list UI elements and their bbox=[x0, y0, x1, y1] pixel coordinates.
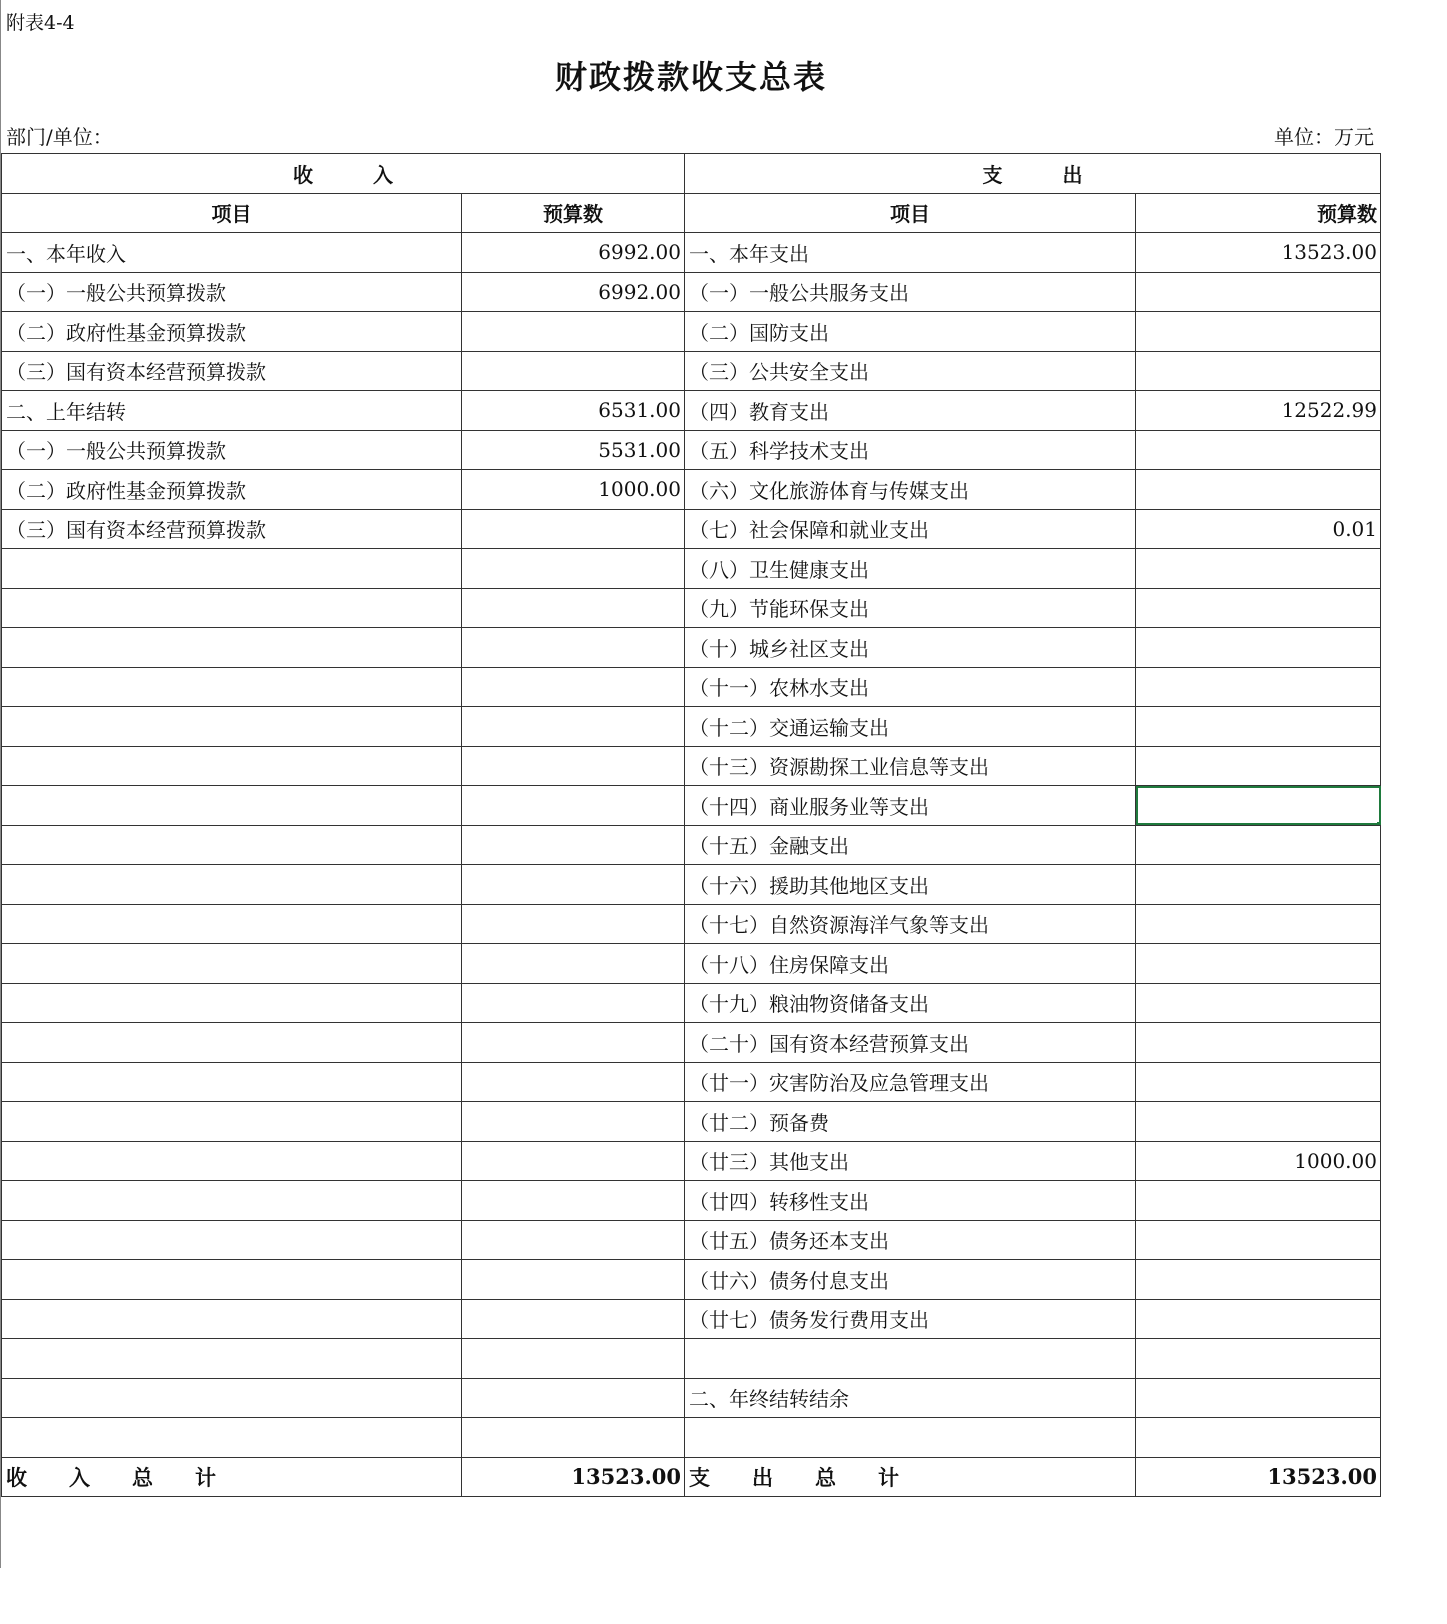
expense-item-cell[interactable]: （二）国防支出 bbox=[685, 312, 1136, 352]
expense-value-cell[interactable] bbox=[1136, 983, 1381, 1023]
section-header-row bbox=[2, 154, 1381, 194]
expense-value-cell[interactable]: 13523.00 bbox=[1136, 233, 1381, 273]
expense-item-cell[interactable]: （十）城乡社区支出 bbox=[685, 628, 1136, 668]
expense-item-cell[interactable]: （一）一般公共服务支出 bbox=[685, 272, 1136, 312]
income-item-cell[interactable]: （一）一般公共预算拨款 bbox=[2, 272, 462, 312]
income-value-cell[interactable]: 6531.00 bbox=[462, 391, 685, 431]
fill-handle[interactable] bbox=[1377, 822, 1381, 826]
totals-row bbox=[2, 1457, 1381, 1497]
expense-value-cell[interactable] bbox=[1136, 1181, 1381, 1221]
income-item-cell[interactable] bbox=[2, 1418, 462, 1458]
income-value-cell[interactable] bbox=[462, 825, 685, 865]
income-value-cell[interactable] bbox=[462, 351, 685, 391]
income-item-cell[interactable] bbox=[2, 944, 462, 984]
income-item-cell[interactable] bbox=[2, 1339, 462, 1379]
expense-item-cell[interactable]: （十七）自然资源海洋气象等支出 bbox=[685, 904, 1136, 944]
expense-value-cell[interactable] bbox=[1136, 1062, 1381, 1102]
table-row bbox=[2, 1023, 1381, 1063]
expense-item-cell[interactable]: （十四）商业服务业等支出 bbox=[685, 786, 1136, 826]
income-item-cell[interactable] bbox=[2, 1220, 462, 1260]
income-item-cell[interactable] bbox=[2, 1023, 462, 1063]
expense-item-cell[interactable]: （六）文化旅游体育与传媒支出 bbox=[685, 470, 1136, 510]
income-value-cell[interactable] bbox=[462, 983, 685, 1023]
expense-value-cell[interactable] bbox=[1136, 430, 1381, 470]
table-row bbox=[2, 470, 1381, 510]
expense-value-cell[interactable] bbox=[1136, 351, 1381, 391]
income-value-cell[interactable] bbox=[462, 1378, 685, 1418]
income-value-cell[interactable] bbox=[462, 1418, 685, 1458]
expense-value-cell[interactable] bbox=[1136, 1023, 1381, 1063]
income-item-cell[interactable] bbox=[2, 746, 462, 786]
income-item-cell[interactable]: （二）政府性基金预算拨款 bbox=[2, 312, 462, 352]
budget-table bbox=[1, 153, 1381, 1497]
page-title: 财政拨款收支总表 bbox=[554, 58, 827, 96]
income-value-cell[interactable] bbox=[462, 312, 685, 352]
expense-value-cell[interactable]: 1000.00 bbox=[1136, 1141, 1381, 1181]
income-value-cell[interactable]: 6992.00 bbox=[462, 233, 685, 273]
expense-total-value[interactable]: 13523.00 bbox=[1136, 1457, 1381, 1497]
income-item-cell[interactable] bbox=[2, 1062, 462, 1102]
income-value-cell[interactable] bbox=[462, 1102, 685, 1142]
expense-item-cell[interactable]: （廿五）债务还本支出 bbox=[685, 1220, 1136, 1260]
income-value-cell[interactable] bbox=[462, 944, 685, 984]
income-total-value[interactable]: 13523.00 bbox=[462, 1457, 685, 1497]
table-row bbox=[2, 351, 1381, 391]
expense-value-cell[interactable] bbox=[1136, 312, 1381, 352]
income-item-cell[interactable]: （二）政府性基金预算拨款 bbox=[2, 470, 462, 510]
table-row bbox=[2, 1181, 1381, 1221]
income-value-cell[interactable] bbox=[462, 549, 685, 589]
table-row bbox=[2, 1260, 1381, 1300]
expense-value-cell[interactable] bbox=[1136, 667, 1381, 707]
table-row bbox=[2, 509, 1381, 549]
income-value-cell[interactable] bbox=[462, 1220, 685, 1260]
expense-value-cell[interactable] bbox=[1136, 1260, 1381, 1300]
income-item-cell[interactable]: （三）国有资本经营预算拨款 bbox=[2, 351, 462, 391]
expense-total-label[interactable]: 支 出 总 计 bbox=[685, 1457, 1136, 1497]
income-budget-header[interactable]: 预算数 bbox=[462, 193, 685, 233]
expense-value-cell[interactable] bbox=[1136, 1378, 1381, 1418]
income-item-cell[interactable] bbox=[2, 983, 462, 1023]
income-total-label[interactable]: 收 入 总 计 bbox=[2, 1457, 462, 1497]
expense-item-cell[interactable]: （二十）国有资本经营预算支出 bbox=[685, 1023, 1136, 1063]
expense-value-cell[interactable] bbox=[1136, 588, 1381, 628]
income-item-cell[interactable] bbox=[2, 904, 462, 944]
expense-item-cell[interactable]: （廿四）转移性支出 bbox=[685, 1181, 1136, 1221]
expense-value-cell[interactable] bbox=[1136, 1220, 1381, 1260]
table-row bbox=[2, 1378, 1381, 1418]
column-header-row bbox=[2, 193, 1381, 233]
income-value-cell[interactable]: 6992.00 bbox=[462, 272, 685, 312]
table-row bbox=[2, 1141, 1381, 1181]
income-item-cell[interactable] bbox=[2, 865, 462, 905]
income-value-cell[interactable] bbox=[462, 1181, 685, 1221]
expense-value-cell[interactable] bbox=[1136, 628, 1381, 668]
expense-item-cell[interactable]: 二、年终结转结余 bbox=[685, 1378, 1136, 1418]
expense-item-cell[interactable]: （五）科学技术支出 bbox=[685, 430, 1136, 470]
expense-value-cell[interactable] bbox=[1136, 865, 1381, 905]
expense-value-cell[interactable] bbox=[1136, 1102, 1381, 1142]
income-item-cell[interactable] bbox=[2, 825, 462, 865]
income-value-cell[interactable] bbox=[462, 1023, 685, 1063]
expense-item-cell[interactable]: 一、本年支出 bbox=[685, 233, 1136, 273]
expense-item-cell[interactable] bbox=[685, 1418, 1136, 1458]
table-row bbox=[2, 1418, 1381, 1458]
income-item-cell[interactable] bbox=[2, 786, 462, 826]
expense-value-cell[interactable] bbox=[1136, 786, 1381, 826]
table-row bbox=[2, 667, 1381, 707]
table-row bbox=[2, 1339, 1381, 1379]
expense-value-cell[interactable]: 0.01 bbox=[1136, 509, 1381, 549]
income-item-cell[interactable]: 一、本年收入 bbox=[2, 233, 462, 273]
expense-value-cell[interactable] bbox=[1136, 707, 1381, 747]
income-item-cell[interactable] bbox=[2, 1141, 462, 1181]
income-value-cell[interactable] bbox=[462, 786, 685, 826]
table-row bbox=[2, 1062, 1381, 1102]
expense-value-cell[interactable] bbox=[1136, 549, 1381, 589]
income-item-cell[interactable] bbox=[2, 1181, 462, 1221]
income-value-cell[interactable] bbox=[462, 1339, 685, 1379]
expense-item-cell[interactable]: （廿一）灾害防治及应急管理支出 bbox=[685, 1062, 1136, 1102]
table-row bbox=[2, 1220, 1381, 1260]
income-value-cell[interactable] bbox=[462, 904, 685, 944]
income-item-cell[interactable] bbox=[2, 707, 462, 747]
expense-value-cell[interactable] bbox=[1136, 746, 1381, 786]
expense-value-cell[interactable] bbox=[1136, 272, 1381, 312]
expense-item-cell[interactable]: （十三）资源勘探工业信息等支出 bbox=[685, 746, 1136, 786]
expense-item-cell[interactable]: （十五）金融支出 bbox=[685, 825, 1136, 865]
table-row bbox=[2, 430, 1381, 470]
table-row bbox=[2, 746, 1381, 786]
expense-value-cell[interactable] bbox=[1136, 470, 1381, 510]
income-item-cell[interactable] bbox=[2, 667, 462, 707]
expense-value-cell[interactable] bbox=[1136, 1418, 1381, 1458]
department-label: 部门/单位： bbox=[6, 125, 113, 149]
table-row bbox=[2, 391, 1381, 431]
table-row bbox=[2, 944, 1381, 984]
income-item-cell[interactable] bbox=[2, 1102, 462, 1142]
table-row bbox=[2, 707, 1381, 747]
income-item-cell[interactable]: （一）一般公共预算拨款 bbox=[2, 430, 462, 470]
income-value-cell[interactable] bbox=[462, 707, 685, 747]
expense-item-cell[interactable]: （十六）援助其他地区支出 bbox=[685, 865, 1136, 905]
income-item-cell[interactable] bbox=[2, 549, 462, 589]
expense-item-cell[interactable] bbox=[685, 1339, 1136, 1379]
expense-item-cell[interactable]: （九）节能环保支出 bbox=[685, 588, 1136, 628]
table-row bbox=[2, 1102, 1381, 1142]
expense-item-cell[interactable]: （十一）农林水支出 bbox=[685, 667, 1136, 707]
expense-value-cell[interactable] bbox=[1136, 904, 1381, 944]
income-value-cell[interactable] bbox=[462, 865, 685, 905]
expense-value-cell[interactable]: 12522.99 bbox=[1136, 391, 1381, 431]
income-item-cell[interactable]: 二、上年结转 bbox=[2, 391, 462, 431]
income-value-cell[interactable] bbox=[462, 1141, 685, 1181]
table-row bbox=[2, 588, 1381, 628]
table-row bbox=[2, 983, 1381, 1023]
table-row bbox=[2, 1299, 1381, 1339]
table-row bbox=[2, 904, 1381, 944]
table-row bbox=[2, 312, 1381, 352]
income-value-cell[interactable]: 1000.00 bbox=[462, 470, 685, 510]
income-item-cell[interactable] bbox=[2, 1260, 462, 1300]
expense-item-cell[interactable]: （廿二）预备费 bbox=[685, 1102, 1136, 1142]
expense-item-cell[interactable]: （廿七）债务发行费用支出 bbox=[685, 1299, 1136, 1339]
income-value-cell[interactable] bbox=[462, 1260, 685, 1300]
income-item-cell[interactable] bbox=[2, 628, 462, 668]
income-value-cell[interactable] bbox=[462, 1062, 685, 1102]
expense-item-cell[interactable]: （三）公共安全支出 bbox=[685, 351, 1136, 391]
expense-item-cell[interactable]: （七）社会保障和就业支出 bbox=[685, 509, 1136, 549]
table-row bbox=[2, 825, 1381, 865]
table-row bbox=[2, 272, 1381, 312]
unit-label: 单位：万元 bbox=[1274, 125, 1374, 149]
expense-item-cell[interactable]: （廿三）其他支出 bbox=[685, 1141, 1136, 1181]
expense-value-cell[interactable] bbox=[1136, 1339, 1381, 1379]
table-row bbox=[2, 549, 1381, 589]
expense-section-header[interactable]: 支 出 bbox=[685, 154, 1381, 194]
expense-item-cell[interactable]: （廿六）债务付息支出 bbox=[685, 1260, 1136, 1300]
expense-item-cell[interactable]: （十八）住房保障支出 bbox=[685, 944, 1136, 984]
table-row bbox=[2, 786, 1381, 826]
expense-item-cell[interactable]: （十二）交通运输支出 bbox=[685, 707, 1136, 747]
income-item-cell[interactable] bbox=[2, 1378, 462, 1418]
expense-item-cell[interactable]: （八）卫生健康支出 bbox=[685, 549, 1136, 589]
income-item-cell[interactable] bbox=[2, 1299, 462, 1339]
income-item-cell[interactable] bbox=[2, 588, 462, 628]
income-item-cell[interactable]: （三）国有资本经营预算拨款 bbox=[2, 509, 462, 549]
income-item-header[interactable]: 项目 bbox=[2, 193, 462, 233]
expense-item-header[interactable]: 项目 bbox=[685, 193, 1136, 233]
expense-value-cell[interactable] bbox=[1136, 1299, 1381, 1339]
income-value-cell[interactable] bbox=[462, 588, 685, 628]
table-row bbox=[2, 233, 1381, 273]
expense-item-cell[interactable]: （四）教育支出 bbox=[685, 391, 1136, 431]
table-row bbox=[2, 628, 1381, 668]
table-row bbox=[2, 865, 1381, 905]
income-value-cell[interactable] bbox=[462, 1299, 685, 1339]
expense-item-cell[interactable]: （十九）粮油物资储备支出 bbox=[685, 983, 1136, 1023]
expense-value-cell[interactable] bbox=[1136, 944, 1381, 984]
income-value-cell[interactable] bbox=[462, 667, 685, 707]
income-value-cell[interactable]: 5531.00 bbox=[462, 430, 685, 470]
expense-value-cell[interactable] bbox=[1136, 825, 1381, 865]
expense-budget-header[interactable]: 预算数 bbox=[1136, 193, 1381, 233]
income-value-cell[interactable] bbox=[462, 509, 685, 549]
income-value-cell[interactable] bbox=[462, 746, 685, 786]
income-section-header[interactable]: 收 入 bbox=[2, 154, 685, 194]
income-value-cell[interactable] bbox=[462, 628, 685, 668]
document-id: 附表4-4 bbox=[6, 12, 75, 34]
